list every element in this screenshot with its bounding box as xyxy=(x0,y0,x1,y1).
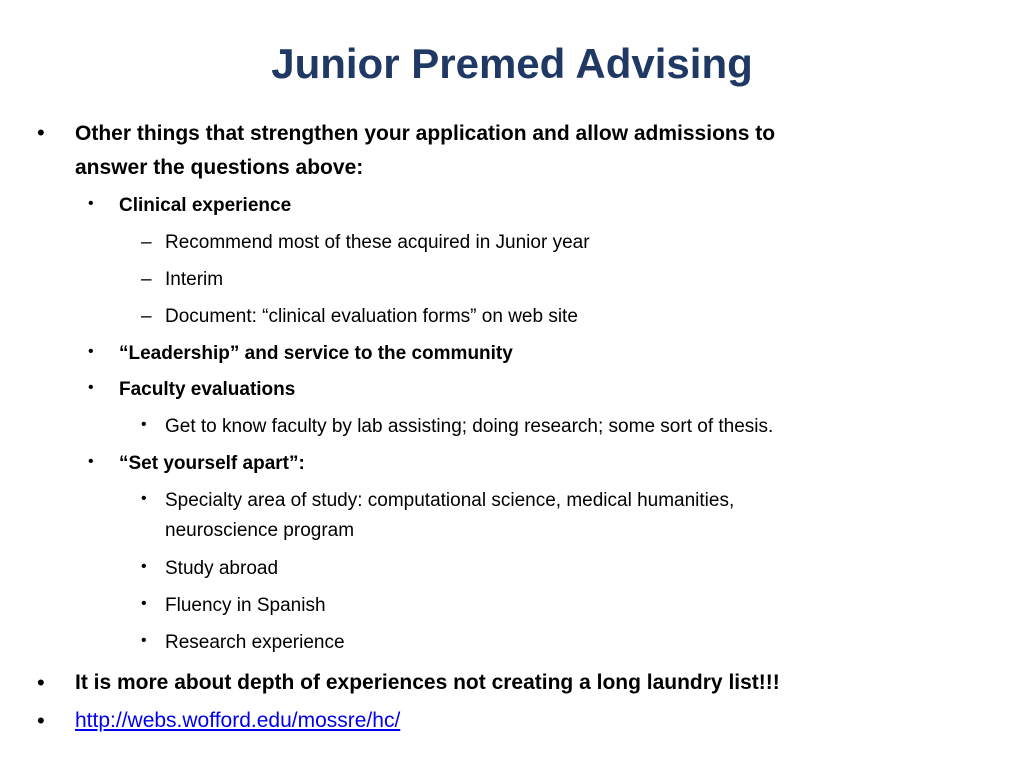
sub-item-research-experience: Research experience xyxy=(165,632,345,653)
item-set-yourself-apart: “Set yourself apart”: xyxy=(119,453,305,474)
bullet-icon: • xyxy=(141,416,147,433)
item-clinical-experience: Clinical experience xyxy=(119,195,292,216)
slide-title: Junior Premed Advising xyxy=(271,40,753,87)
bullet-icon: • xyxy=(141,490,147,507)
bullet-icon: • xyxy=(141,595,147,612)
item-other-things-line1: Other things that strengthen your application and allow admissions to xyxy=(75,122,776,145)
sub-item-recommend: Recommend most of these acquired in Junior year xyxy=(165,232,590,253)
bullet-icon: • xyxy=(88,343,94,360)
item-other-things-line2: answer the questions above: xyxy=(75,156,364,179)
sub-item-specialty-line1: Specialty area of study: computational science, medical humanities, xyxy=(165,490,735,511)
dash-icon: – xyxy=(141,232,152,253)
sub-item-fluency-spanish: Fluency in Spanish xyxy=(165,595,326,616)
item-depth-of-experiences: It is more about depth of experiences not creating a long laundry list!!! xyxy=(75,671,780,694)
bullet-icon: • xyxy=(88,453,94,470)
bullet-icon: • xyxy=(88,195,94,212)
website-link[interactable]: http://webs.wofford.edu/mossre/hc/ xyxy=(75,709,401,732)
bullet-icon: • xyxy=(141,632,147,649)
bullet-icon: • xyxy=(37,670,45,695)
sub-item-get-to-know-faculty: Get to know faculty by lab assisting; doing research; some sort of thesis. xyxy=(165,416,774,437)
sub-item-document: Document: “clinical evaluation forms” on web site xyxy=(165,306,578,327)
dash-icon: – xyxy=(141,306,152,327)
sub-item-study-abroad: Study abroad xyxy=(165,558,279,579)
item-faculty-evaluations: Faculty evaluations xyxy=(119,379,296,400)
bullet-icon: • xyxy=(141,558,147,575)
item-leadership: “Leadership” and service to the community xyxy=(119,343,513,364)
bullet-icon: • xyxy=(37,708,45,733)
bullet-icon: • xyxy=(37,120,45,145)
sub-item-specialty-line2: neuroscience program xyxy=(165,520,355,541)
dash-icon: – xyxy=(141,269,152,290)
sub-item-interim: Interim xyxy=(165,269,224,290)
bullet-icon: • xyxy=(88,379,94,396)
